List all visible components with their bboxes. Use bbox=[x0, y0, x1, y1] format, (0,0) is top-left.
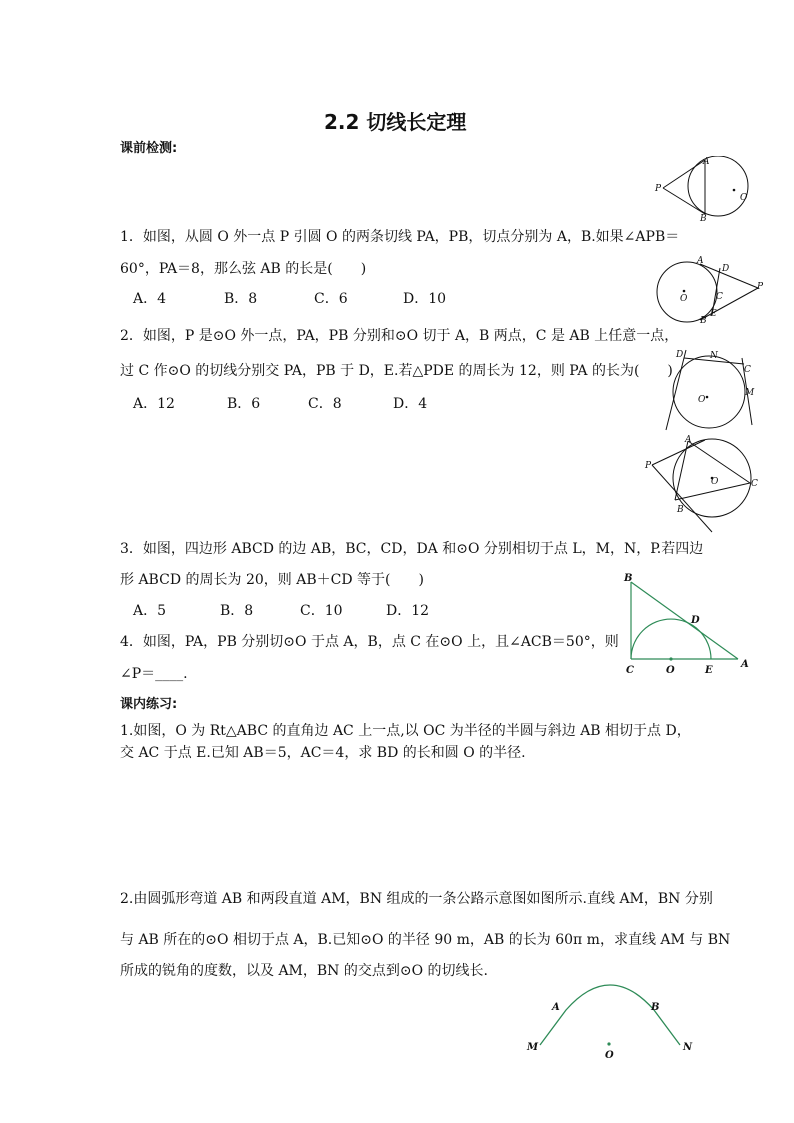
label-N: N bbox=[710, 351, 718, 361]
q1-line1: 1．如图，从圆 O 外一点 P 引圆 O 的两条切线 PA，PB，切点分别为 A，B.如果∠APB＝ bbox=[120, 229, 680, 245]
q2-option-b: B．6 bbox=[227, 396, 261, 412]
label-E: E bbox=[705, 665, 713, 676]
e2-line1: 2.由圆弧形弯道 AB 和两段直道 AM，BN 组成的一条公路示意图如图所示.直线 AM，BN 分别 bbox=[120, 891, 713, 907]
q3-line2: 形 ABCD 的周长为 20，则 AB＋CD 等于( ) bbox=[120, 572, 424, 588]
label-B: B bbox=[677, 505, 684, 515]
label-A: A bbox=[685, 435, 692, 445]
figure-5-right-triangle bbox=[620, 570, 754, 678]
label-B: B bbox=[651, 1002, 660, 1013]
q3-option-c: C．10 bbox=[300, 603, 343, 619]
label-P: P bbox=[757, 282, 764, 292]
q3-option-a: A．5 bbox=[133, 603, 167, 619]
q2-option-c: C．8 bbox=[308, 396, 342, 412]
q1-option-a: A．4 bbox=[133, 291, 167, 307]
q1-option-d: D．10 bbox=[403, 291, 447, 307]
e1-line1: 1.如图，O 为 Rt△ABC 的直角边 AC 上一点,以 OC 为半径的半圆与斜边 AB 相切于点 D， bbox=[120, 723, 691, 739]
label-O: O bbox=[666, 665, 675, 676]
figure-1-tangents bbox=[652, 156, 756, 226]
label-B: B bbox=[700, 316, 707, 326]
label-D: D bbox=[691, 615, 700, 626]
q4-line1: 4．如图，PA，PB 分别切⊙O 于点 A，B，点 C 在⊙O 上，且∠ACB＝50°，则 bbox=[120, 634, 619, 650]
q2-line2: 过 C 作⊙O 的切线分别交 PA，PB 于 D，E.若△PDE 的周长为 12，则 PA 的长为( ) bbox=[120, 363, 673, 379]
label-O: O bbox=[698, 395, 706, 405]
label-P: P bbox=[655, 184, 662, 194]
figure-6-road bbox=[520, 982, 700, 1062]
label-C: C bbox=[751, 479, 758, 489]
section-heading-pre-check: 课前检测: bbox=[120, 141, 178, 156]
e1-line2: 交 AC 于点 E.已知 AB＝5，AC＝4，求 BD 的长和圆 O 的半径. bbox=[120, 745, 526, 761]
page-title: 2.2 切线长定理 bbox=[324, 110, 467, 134]
q1-option-c: C．6 bbox=[314, 291, 348, 307]
label-M: M bbox=[527, 1042, 539, 1053]
q1-option-b: B．8 bbox=[224, 291, 258, 307]
label-M: M bbox=[745, 388, 755, 398]
label-E: E bbox=[710, 309, 717, 319]
label-O: O bbox=[711, 477, 719, 487]
q2-line1: 2．如图，P 是⊙O 外一点，PA，PB 分别和⊙O 切于 A，B 两点，C 是 AB 上任意一点， bbox=[120, 328, 679, 344]
label-O: O bbox=[740, 193, 748, 203]
label-D: D bbox=[722, 264, 730, 274]
q4-line2: ∠P＝____. bbox=[120, 666, 188, 682]
figure-4-angle bbox=[642, 435, 760, 535]
q3-line1: 3．如图，四边形 ABCD 的边 AB，BC，CD，DA 和⊙O 分别相切于点 L，M，N，P.若四边 bbox=[120, 541, 704, 557]
q3-option-b: B．8 bbox=[220, 603, 254, 619]
q2-option-a: A．12 bbox=[133, 396, 175, 412]
q1-line2: 60°，PA＝8，那么弦 AB 的长是( ) bbox=[120, 261, 367, 277]
label-A: A bbox=[741, 659, 749, 670]
label-A: A bbox=[552, 1002, 560, 1013]
label-B: B bbox=[624, 573, 633, 584]
figure-2-pde bbox=[650, 252, 766, 328]
label-N: N bbox=[683, 1042, 693, 1053]
e2-line3: 所成的锐角的度数，以及 AM，BN 的交点到⊙O 的切线长. bbox=[120, 963, 488, 979]
section-heading-in-class: 课内练习: bbox=[120, 697, 178, 712]
label-A: A bbox=[703, 157, 710, 167]
e2-line2: 与 AB 所在的⊙O 相切于点 A，B.已知⊙O 的半径 90 m，AB 的长为 60π m，求直线 AM 与 BN bbox=[120, 932, 731, 948]
label-O: O bbox=[680, 294, 688, 304]
label-O: O bbox=[605, 1050, 614, 1061]
label-P: P bbox=[645, 461, 652, 471]
label-C: C bbox=[626, 665, 634, 676]
label-D: D bbox=[676, 350, 684, 360]
label-C: C bbox=[744, 365, 751, 375]
q3-option-d: D．12 bbox=[386, 603, 430, 619]
q2-option-d: D．4 bbox=[393, 396, 428, 412]
figure-3-quadrilateral bbox=[656, 344, 760, 434]
label-A: A bbox=[697, 256, 704, 266]
label-C: C bbox=[716, 292, 723, 302]
label-B: B bbox=[700, 214, 707, 224]
